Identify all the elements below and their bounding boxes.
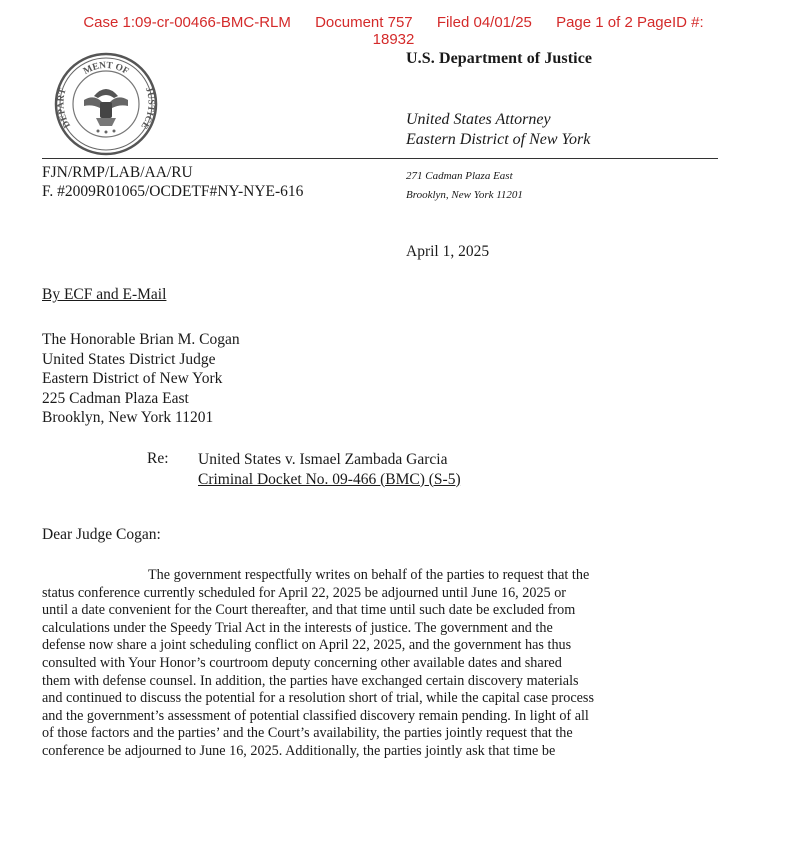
body-line: and continued to discuss the potential for a resolution short of trial, while the capital case process	[42, 690, 594, 707]
svg-text:DEPART: DEPART	[56, 87, 74, 130]
addressee-block	[42, 330, 240, 428]
doj-seal-icon	[54, 52, 158, 156]
document-number: Document 757	[315, 14, 413, 31]
office-address	[406, 167, 523, 205]
filed-date: Filed 04/01/25	[436, 14, 532, 31]
body-line: until a date convenient for the Court thereafter, and that time until such date be excluded from	[42, 602, 576, 619]
office-district: Eastern District of New York	[406, 131, 591, 148]
addressee-city: Brooklyn, New York 11201	[42, 409, 214, 426]
body-line: of those factors and the parties’ and the Court’s availability, the parties jointly request that the	[42, 725, 573, 742]
body-line: calculations under the Speedy Trial Act in the interests of justice. The government and the	[42, 619, 553, 636]
docket-number: Criminal Docket No. 09-466 (BMC) (S-5)	[198, 470, 461, 488]
body-line: and the government’s assessment of potential classified discovery remain pending. In light of all	[42, 707, 589, 724]
page-info: Page 1 of 2 PageID #:	[556, 14, 704, 31]
addressee-title: United States District Judge	[42, 350, 216, 368]
case-title: United States v. Ismael Zambada Garcia	[198, 451, 448, 468]
addressee-street: 225 Cadman Plaza East	[42, 389, 189, 407]
letterhead-divider	[42, 158, 718, 159]
body-line: consulted with Your Honor’s courtroom deputy concerning other available dates and shared	[42, 654, 562, 671]
body-line: status conference currently scheduled for April 22, 2025 be adjourned until June 16, 2025 or	[42, 584, 567, 601]
letter-body	[42, 567, 732, 761]
body-line: The government respectfully writes on behalf of the parties to request that the	[148, 567, 590, 583]
department-name: U.S. Department of Justice	[406, 50, 593, 67]
body-line: defense now share a joint scheduling conflict on April 22, 2025, and the government has thus	[42, 637, 572, 654]
office-city: Brooklyn, New York 11201	[406, 189, 523, 201]
delivery-method: By ECF and E-Mail	[42, 286, 167, 303]
office-street: 271 Cadman Plaza East	[406, 170, 513, 182]
ecf-filing-header	[0, 14, 787, 48]
office-title: United States Attorney	[406, 111, 551, 128]
addressee-district: Eastern District of New York	[42, 370, 223, 387]
attorney-initials: FJN/RMP/LAB/AA/RU	[42, 164, 193, 181]
us-attorney-office	[406, 110, 590, 150]
body-line: conference be adjourned to June 16, 2025. Additionally, the parties jointly ask that time be	[42, 742, 556, 759]
letter-date: April 1, 2025	[406, 243, 490, 260]
salutation: Dear Judge Cogan:	[42, 526, 161, 543]
page-id-number: 18932	[372, 31, 415, 48]
case-number: Case 1:09-cr-00466-BMC-RLM	[83, 14, 291, 31]
file-number: F. #2009R01065/OCDETF#NY-NYE-616	[42, 183, 304, 200]
body-line: them with defense counsel. In addition, the parties have exchanged certain discovery materials	[42, 672, 579, 689]
svg-text:JUSTICE: JUSTICE	[138, 85, 156, 131]
reference-block	[42, 163, 303, 201]
re-block	[198, 450, 461, 489]
re-label: Re:	[147, 450, 169, 467]
addressee-name: The Honorable Brian M. Cogan	[42, 331, 240, 348]
svg-text:MENT OF: MENT OF	[81, 60, 131, 77]
